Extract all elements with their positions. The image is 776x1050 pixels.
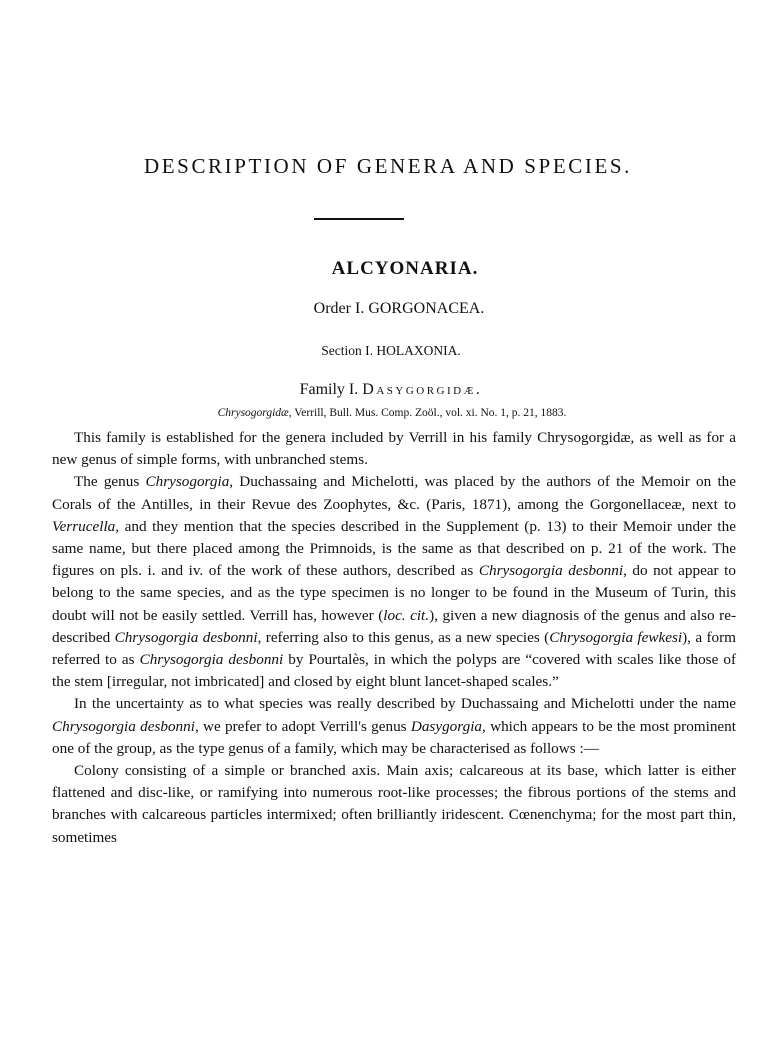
family-heading xyxy=(0,381,776,399)
class-heading: ALCYONARIA. xyxy=(331,258,479,279)
text-run: , referring also to this genus, as a new species ( xyxy=(257,628,550,646)
text-run: , which appears to be the most prominent one of the group, as the type genus of a family, which may be characterised as follows :— xyxy=(52,717,736,757)
body-text xyxy=(52,427,736,849)
title-divider xyxy=(314,218,404,220)
page-title: DESCRIPTION OF GENERA AND SPECIES. xyxy=(143,154,633,178)
text-run: , do not appear to belong to the same species, and as the type specimen is no longer to be found in the Museum of Turin, this doubt will not be easily settled. Verrill has, however ( xyxy=(52,562,736,624)
text-run: by Pourtalès, in which the polyps are “covered with scales like those of the stem [irregular, not imbricated] and closed by eight blunt lancet-shaped scales.” xyxy=(52,651,737,691)
species-name: Chrysogorgia desbonni xyxy=(114,628,258,646)
text-run: ), given a new diagnosis of the genus and also re-described xyxy=(52,606,737,646)
order-heading: Order I. GORGONACEA. xyxy=(313,300,485,317)
family-heading-prefix: Family I. xyxy=(299,381,363,398)
paragraph-4: Colony consisting of a simple or branched axis. Main axis; calcareous at its base, which latter is either flattened and disc-like, or ramifying into numerous root-like processes; the fibrous portions of the stems and branches with calcareous particles intermixed; often brilliantly iridescent. Cœnenchyma; for the most part thin, sometimes xyxy=(52,762,736,846)
species-name: Chrysogorgia desbonni xyxy=(478,562,624,580)
genus-name: Dasygorgia xyxy=(410,717,483,735)
reference-taxon: Chrysogorgidæ xyxy=(217,407,289,419)
text-run: , we prefer to adopt Verrill's genus xyxy=(194,717,411,735)
paragraph-2 xyxy=(52,471,736,693)
text-run: ), a form referred to as xyxy=(52,628,736,669)
reference-citation: , Verrill, Bull. Mus. Comp. Zoöl., vol. xi. No. 1, p. 21, 1883. xyxy=(288,407,567,419)
text-run: In the uncertainty as to what species was really described by Duchassaing and Michelotti under the name xyxy=(74,695,736,713)
species-name: Chrysogorgia desbonni xyxy=(52,717,195,735)
citation-abbrev: loc. cit. xyxy=(383,606,430,624)
section-heading: Section I. HOLAXONIA. xyxy=(321,343,461,358)
synonym-reference xyxy=(0,407,776,419)
paragraph-1: This family is established for the genera included by Verrill in his family Chrysogorgidæ, as well as for a new genus of simple forms, with unbranched stems. xyxy=(52,429,736,469)
genus-name: Verrucella xyxy=(52,517,116,535)
paragraph-3 xyxy=(52,693,736,760)
species-name: Chrysogorgia desbonni xyxy=(139,651,284,669)
text-run: , and they mention that the species described in the Supplement (p. 13) to their Memoir under the same name, but there placed among the Primnoids, is the same as that described on p. 21 of the work. The figures on pls. i. and iv. of the work of these authors, described as xyxy=(52,517,736,580)
text-run: The genus xyxy=(74,473,146,491)
genus-name: Chrysogorgia xyxy=(145,473,230,491)
family-heading-name: Dasygorgidæ. xyxy=(362,381,483,398)
species-name: Chrysogorgia fewkesi xyxy=(549,628,683,646)
text-run: , Duchassaing and Michelotti, was placed by the authors of the Memoir on the Corals of the Antilles, in their Revue des Zoophytes, &c. (Paris, 1871), among the Gorgonellaceæ, next to xyxy=(52,473,736,513)
